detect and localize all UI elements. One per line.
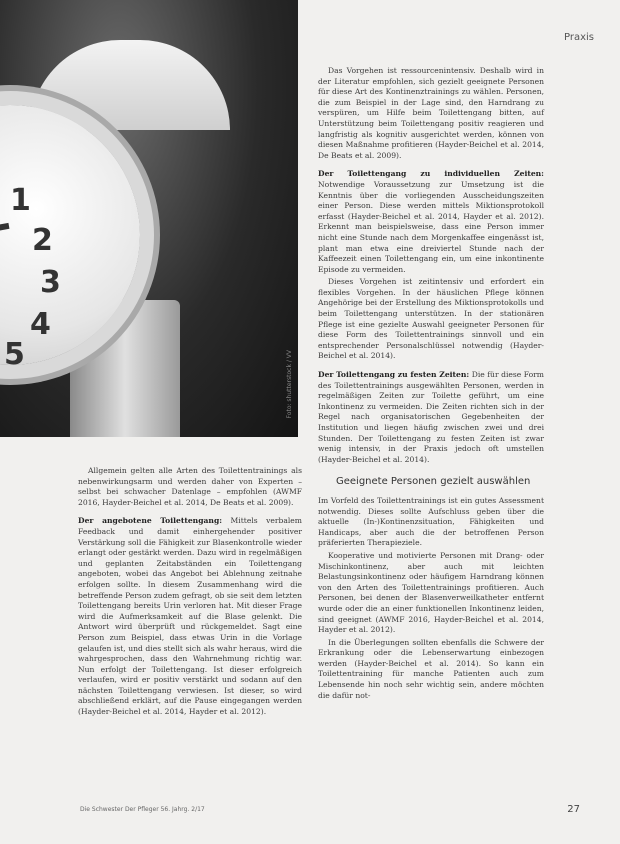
paragraph: Das Vorgehen ist ressourcenintensiv. Deshalb wird in der Literatur empfohlen, sich gezielt geeignete Personen für diese Art des Kontinenztrainings zu wählen. Personen, die zum Beispiel in der Lage sind, den Harndrang zu verspüren, um Hilfe beim Toilettengang bitten, auf Unterstützung beim Toilettengang positiv reagieren und langfristig als kognitiv ausgerichtet werden, können von diesen Maßnahme profitieren (Hayder-Beichel et al. 2014, De Beats et al. 2009). bbox=[318, 66, 544, 160]
page-number: 27 bbox=[567, 804, 580, 815]
alarm-clock-photo bbox=[0, 0, 298, 437]
paragraph: Allgemein gelten alle Arten des Toilettentrainings als nebenwirkungsarm und werden daher von Experten – selbst bei schwacher Datenlage – empfohlen (AWMF 2016, Hayder-Beichel et al. 2014, De Beats et al. 2009). bbox=[78, 466, 302, 507]
section-heading: Geeignete Personen gezielt auswählen bbox=[336, 476, 531, 488]
paragraph: Der Toilettengang zu individuellen Zeiten: Notwendige Voraussetzung zur Umsetzung ist die Kenntnis über die vorliegenden Ausscheidungszeiten einer Person. Diese werden mittels Miktionsprotokoll erfasst (Hayder-Beichel et al. 2014, Hayder et al. 2012). Erkennt man beispielsweise, dass eine Person immer nicht eine Stunde nach dem Morgenkaffee eingenässt ist, plant man etwa eine dreiviertel Stunde nach der Kaffeezeit einen Toilettengang ein, um eine inkontinente Episode zu vermeiden. bbox=[318, 169, 544, 274]
right-column bbox=[318, 66, 544, 703]
clock-face: 1 2 3 4 5 bbox=[0, 105, 140, 365]
paragraph: Im Vorfeld des Toilettentrainings ist ein gutes Assessment notwendig. Dieses sollte Aufschluss geben über die aktuelle (In-)Kontinenzsituation, Fähigkeiten und Handicaps, aber auch die der betroffenen Person präferierten Therapieziele. bbox=[318, 495, 544, 548]
paragraph: Der Toilettengang zu festen Zeiten: Die für diese Form des Toilettentrainings ausgewählten Personen, werden in regelmäßigen Zeiten zur Toilette geführt, um eine Inkontinenz zu vermeiden. Die Zeiten richten sich in der Regel nach organisatorischen Gegebenheiten der Institution und liegen häufig zwischen zwei und drei Stunden. Der Toilettengang zu festen Zeiten ist zwar wenig intensiv, in der Praxis jedoch oft umstellen (Hayder-Beichel et al. 2014). bbox=[318, 370, 545, 464]
photo-credit: Foto: shutterstock / VV bbox=[286, 350, 293, 419]
paragraph: In die Überlegungen sollten ebenfalls die Schwere der Erkrankung oder die Lebenserwartung einbezogen werden (Hayder-Beichel et al. 2014). So kann ein Toilettentraining für manche Patienten auch zum Lebensende hin noch sehr wichtig sein, andere möchten die dafür not- bbox=[318, 637, 544, 700]
paragraph: Der angebotene Toilettengang: Mittels verbalem Feedback und damit einhergehender positiver Verstärkung soll die Fähigkeit zur Blasenkontrolle wieder erlangt oder gestärkt werden. Dazu wird in regelmäßigen und geplanten Zeitabständen ein Toilettengang angeboten, wobei das Angebot bei Ablehnung zeitnahe erfolgen sollte. In diesem Zusammenhang wird die betreffende Person zudem gefragt, ob sie seit dem letzten Toilettengang bereits Urin verloren hat. Mit dieser Frage wird die Aufmerksamkeit auf die Blase gelenkt. Die Antwort wird überprüft und rückgemeldet. Sagt eine Person zum Beispiel, dass etwas Urin in die Vorlage gelaufen ist, und dies stellt sich als wahr heraus, wird die wahrgesprochen, dass den Wahrnehmung richtig war. Nun erfolgt der Toilettengang. Ist dieser erfolgreich verlaufen, wird er positiv verstärkt und sodann auf den nächsten Toilettengang verwiesen. Ist dieser, so wird abschließend erklärt, auf die Pause eingegangen werden (Hayder-Beichel et al. 2014, Hayder et al. 2012). bbox=[78, 516, 303, 717]
left-column bbox=[78, 466, 302, 720]
paragraph: Dieses Vorgehen ist zeitintensiv und erfordert ein flexibles Vorgehen. In der häuslichen Pflege können Angehörige bei der Erstellung des Miktionsprotokolls und beim Toilettengang unterstützen. In der stationären Pflege ist eine gezielte Auswahl geeigneter Personen für diese Form des Toilettentrainings sinnvoll und ein entsprechender Personalschlüssel notwendig (Hayder-Beichel et al. 2014). bbox=[318, 277, 544, 361]
journal-footer: Die Schwester Der Pfleger 56. Jahrg. 2/17 bbox=[80, 806, 205, 813]
paragraph: Kooperative und motivierte Personen mit Drang- oder Mischinkontinenz, aber auch mit leichten Belastungsinkontinenz oder häufigem Harndrang können von den Arten des Toilettentrainings profitieren. Auch Personen, bei denen der Blasenverweilkatheter entfernt wurde oder die an einer funktionellen Inkontinenz leiden, sind geeignet (AWMF 2016, Hayder-Beichel et al. 2014, Hayder et al. 2012). bbox=[318, 550, 544, 635]
clock-hand bbox=[0, 223, 9, 241]
section-label: Praxis bbox=[564, 32, 594, 43]
